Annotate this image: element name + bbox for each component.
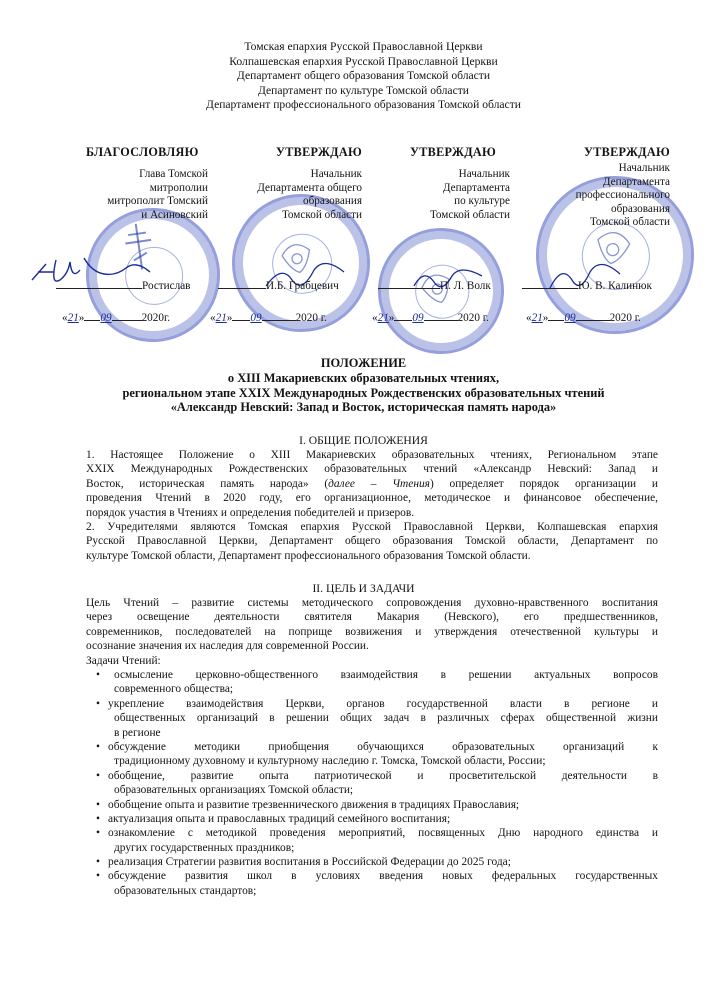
- approval-header: УТВЕРЖДАЮ: [410, 145, 497, 159]
- position-line: Начальник: [458, 168, 510, 181]
- list-item: [86, 668, 658, 697]
- text-fragment: Восток, историческая память народа» (: [86, 477, 329, 490]
- date-month: 09: [564, 312, 576, 324]
- text-line: обобщение, развитие опыта патриотической и просветительской деятельности в: [108, 769, 658, 782]
- position-line: Томской области: [429, 208, 510, 221]
- bullet-icon: •: [96, 812, 100, 825]
- approval-date: «21» 09 2020 г.: [210, 312, 327, 324]
- signature-line: [218, 280, 339, 292]
- list-item: [86, 855, 658, 869]
- text-line: общественных организаций в решении общих задач в различных сферах общественной жизни: [114, 712, 658, 725]
- title-line: ПОЛОЖЕНИЕ: [320, 356, 407, 370]
- org-line: Колпашевская епархия Русской Православной Церкви: [229, 54, 498, 68]
- date-month: 09: [412, 312, 424, 324]
- position-line: Глава Томской: [139, 168, 208, 181]
- position-line: митрополии: [149, 181, 208, 194]
- approval-header: УТВЕРЖДАЮ: [275, 145, 362, 159]
- text-line: осмысление церковно-общественного взаимодействия в решении актуальных вопросов: [114, 669, 658, 681]
- signature-line: [378, 280, 491, 292]
- list-item: [86, 826, 658, 855]
- text-line: образовательных стандартов;: [114, 884, 257, 897]
- text-line: образовательных организациях Томской области;: [114, 784, 354, 797]
- position-line: образования: [302, 195, 362, 208]
- date-year: 2020 г.: [295, 312, 327, 324]
- list-item: [86, 769, 658, 798]
- text-line: современного общества;: [114, 683, 234, 696]
- bullet-icon: •: [96, 697, 100, 710]
- signature-line: [56, 280, 190, 292]
- text-line: [86, 477, 658, 491]
- approver-position: [86, 168, 208, 222]
- position-line: Департамента: [602, 175, 670, 188]
- bullet-icon: •: [96, 740, 100, 753]
- date-day: 21: [215, 312, 227, 324]
- text-line: традиционному духовному и культурному наследию г. Томска, Томской области, России;: [114, 755, 546, 768]
- text-line: ознакомление с методикой проведения мероприятий, посвященных Дню народного единства и: [108, 827, 658, 840]
- text-line: порядок участия в Чтениях и определения победителей и призеров.: [86, 506, 415, 519]
- position-line: Томской области: [589, 216, 670, 229]
- title-line: о XIII Макариевских образовательных чтениях,: [227, 370, 500, 385]
- position-line: Начальник: [310, 168, 362, 181]
- approval-date: «21» 09 2020 г.: [526, 312, 641, 324]
- position-line: Департамента: [442, 181, 510, 194]
- org-line: Департамент профессионального образования Томской области: [206, 98, 521, 112]
- text-line: проведения Чтений в 2020 году, его организационное, методическое и финансовое обеспечение,: [86, 492, 658, 505]
- position-line: образования: [610, 202, 670, 215]
- paragraph-general-1: [86, 448, 658, 520]
- position-line: Томской области: [281, 208, 362, 221]
- approver-name: И.Б. Грабцевич: [266, 280, 339, 292]
- approval-date: «21» 09 2020г.: [62, 312, 171, 324]
- section-heading: II. ЦЕЛЬ И ЗАДАЧИ: [312, 582, 415, 595]
- text-line: обсуждение методики приобщения обучающихся образовательных организаций к: [108, 740, 658, 753]
- text-fragment: ) определяет порядок организации и: [429, 477, 658, 490]
- position-line: профессионального: [575, 189, 670, 202]
- tasks-label: Задачи Чтений:: [86, 654, 161, 667]
- text-line: Русской Православной Церкви, Департамент общего образования Томской области, Департамент по: [86, 535, 658, 548]
- org-line: Томская епархия Русской Православной Церкви: [244, 40, 483, 53]
- approver-position: [410, 168, 510, 222]
- approval-blessing: [86, 146, 208, 222]
- date-year: 2020г.: [141, 312, 171, 324]
- approval-culture: [410, 146, 510, 222]
- position-line: Начальник: [618, 162, 670, 175]
- bullet-icon: •: [96, 827, 100, 840]
- paragraph-general-2: [86, 520, 658, 563]
- org-line: Департамент по культуре Томской области: [257, 83, 469, 97]
- date-day: 21: [377, 312, 389, 324]
- text-line: актуализация опыта и православных традиций семейного воспитания;: [108, 812, 451, 825]
- date-day: 21: [531, 312, 543, 324]
- approver-name: Ростислав: [142, 280, 191, 292]
- text-line: 1. Настоящее Положение о XIII Макариевских образовательных чтениях, Региональном этапе: [86, 449, 658, 461]
- title-line: региональном этапе XXIX Международных Рождественских образовательных чтений: [122, 385, 605, 400]
- list-item: [86, 812, 658, 826]
- tasks-list: [86, 668, 658, 898]
- list-item: [86, 798, 658, 812]
- document-title: [0, 356, 727, 415]
- date-month: 09: [250, 312, 262, 324]
- text-line: обобщение опыта и развитие трезвеннического движения в традициях Православия;: [108, 798, 520, 811]
- date-year: 2020 г.: [457, 312, 489, 324]
- organizations-header: [0, 40, 727, 113]
- text-line: в регионе: [114, 726, 161, 739]
- text-line: культуре Томской области, Департамент профессионального образования Томской области.: [86, 549, 531, 562]
- approval-prof-education: [548, 146, 670, 229]
- approval-header: УТВЕРЖДАЮ: [583, 145, 670, 159]
- position-line: Департамента общего: [257, 181, 362, 194]
- text-line: обсуждение развития школ в условиях введения новых федеральных государственных: [108, 870, 658, 883]
- text-line: реализация Стратегии развития воспитания в Российской Федерации до 2025 года;: [108, 856, 511, 869]
- title-line: «Александр Невский: Запад и Восток, историческая память народа»: [170, 400, 557, 415]
- position-line: и Асиновский: [141, 208, 208, 221]
- list-item: [86, 869, 658, 898]
- date-year: 2020 г.: [609, 312, 641, 324]
- approver-position: [548, 162, 670, 229]
- list-item: [86, 740, 658, 769]
- approval-header: БЛАГОСЛОВЛЯЮ: [86, 145, 199, 159]
- approval-education: [232, 146, 362, 222]
- position-line: по культуре: [454, 195, 510, 208]
- approver-name: Ю. В. Калинюк: [578, 280, 652, 292]
- approver-name: П. Л. Волк: [440, 280, 491, 292]
- emphasis-text: далее – Чтения: [328, 477, 430, 490]
- text-line: 2. Учредителями являются Томская епархия Русской Православной Церкви, Колпашевская епархия: [86, 521, 658, 533]
- bullet-icon: •: [96, 856, 100, 869]
- date-day: 21: [67, 312, 79, 324]
- list-item: [86, 697, 658, 740]
- paragraph-goal: [86, 596, 658, 668]
- text-line: современников, последователей на поприще возвижения и утверждения отечественной культуры и: [86, 625, 658, 638]
- org-line: Департамент общего образования Томской области: [236, 69, 491, 83]
- text-line: осознание значения их наследия для современной России.: [86, 640, 369, 653]
- text-line: Цель Чтений – развитие системы методического сопровождения духовно-нравственного воспитания: [86, 597, 658, 609]
- text-line: XXIX Международных Рождественских образовательных чтений «Александр Невский: Запад и: [86, 463, 658, 476]
- approval-date: «21» 09 2020 г.: [372, 312, 489, 324]
- bullet-icon: •: [96, 870, 100, 883]
- position-line: митрополит Томский: [107, 195, 208, 208]
- bullet-icon: •: [96, 769, 100, 782]
- section-heading: I. ОБЩИЕ ПОЛОЖЕНИЯ: [299, 434, 428, 447]
- date-month: 09: [100, 312, 112, 324]
- bullet-icon: •: [96, 669, 100, 681]
- text-line: других государственных праздников;: [114, 841, 295, 854]
- bullet-icon: •: [96, 798, 100, 811]
- approver-position: [232, 168, 362, 222]
- approval-blocks: [0, 146, 727, 336]
- text-line: укрепление взаимодействия Церкви, органов государственной власти в регионе и: [108, 697, 658, 710]
- text-line: через освещение деятельности святителя Макария (Невского), его предшественников,: [86, 611, 658, 624]
- signature-line: [522, 280, 652, 292]
